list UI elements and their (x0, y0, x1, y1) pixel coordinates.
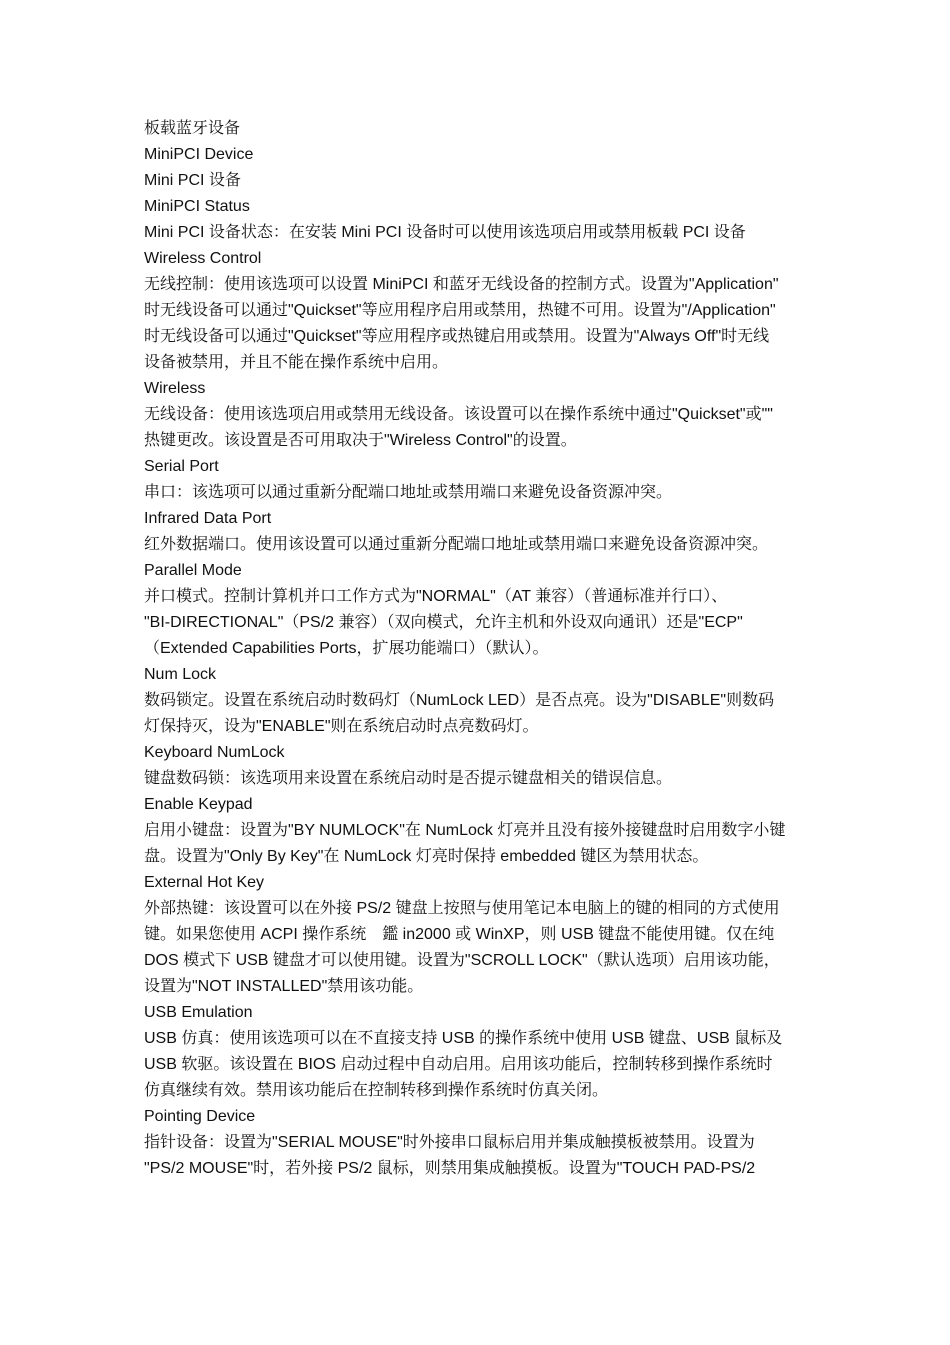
section-heading: Enable Keypad (144, 796, 253, 813)
text-line: "BI-DIRECTIONAL"（PS/2 兼容）（双向模式，允许主机和外设双向通讯）还是"ECP" (144, 614, 743, 631)
text-line: USB 仿真：使用该选项可以在不直接支持 USB 的操作系统中使用 USB 键盘、USB 鼠标及 (144, 1030, 783, 1047)
section-heading: Keyboard NumLock (144, 744, 285, 761)
section-heading: Parallel Mode (144, 562, 242, 579)
text-line: 板载蓝牙设备 (144, 120, 241, 137)
text-line: DOS 模式下 USB 键盘才可以使用键。设置为"SCROLL LOCK"（默认选项）启用该功能， (144, 952, 780, 969)
text-line: 时无线设备可以通过"Quickset"等应用程序启用或禁用，热键不可用。设置为"/Application" (144, 302, 776, 319)
text-line: 数码锁定。设置在系统启动时数码灯（NumLock LED）是否点亮。设为"DISABLE"则数码 (144, 692, 775, 709)
text-line: 设置为"NOT INSTALLED"禁用该功能。 (144, 978, 424, 995)
section-heading: External Hot Key (144, 874, 265, 891)
text-line: Mini PCI 设备状态：在安装 Mini PCI 设备时可以使用该选项启用或禁用板载 PCI 设备 (144, 224, 746, 241)
section-heading: Num Lock (144, 666, 217, 683)
section-heading: USB Emulation (144, 1004, 253, 1021)
text-line: Mini PCI 设备 (144, 172, 241, 189)
text-line: （Extended Capabilities Ports，扩展功能端口）（默认）。 (144, 640, 549, 657)
section-heading: Serial Port (144, 458, 219, 475)
text-line: 键。如果您使用 ACPI 操作系统 鑑 in2000 或 WinXP，则 USB 键盘不能使用键。仅在纯 (144, 926, 775, 943)
document-page (144, 116, 814, 1182)
section-heading: MiniPCI Status (144, 198, 250, 215)
text-line: 红外数据端口。使用该设置可以通过重新分配端口地址或禁用端口来避免设备资源冲突。 (144, 536, 769, 553)
text-line: 指针设备：设置为"SERIAL MOUSE"时外接串口鼠标启用并集成触摸板被禁用。设置为 (144, 1134, 755, 1151)
text-line: "PS/2 MOUSE"时，若外接 PS/2 鼠标，则禁用集成触摸板。设置为"TOUCH PAD-PS/2 (144, 1160, 756, 1177)
text-line: 串口：该选项可以通过重新分配端口地址或禁用端口来避免设备资源冲突。 (144, 484, 673, 501)
text-line: 无线控制：使用该选项可以设置 MiniPCI 和蓝牙无线设备的控制方式。设置为"Application" (144, 276, 779, 293)
text-line: 外部热键：该设置可以在外接 PS/2 键盘上按照与使用笔记本电脑上的键的相同的方式使用 (144, 900, 780, 917)
text-line: 灯保持灭，设为"ENABLE"则在系统启动时点亮数码灯。 (144, 718, 539, 735)
text-line: 时无线设备可以通过"Quickset"等应用程序或热键启用或禁用。设置为"Always Off"时无线 (144, 328, 770, 345)
text-line: 仿真继续有效。禁用该功能后在控制转移到操作系统时仿真关闭。 (144, 1082, 609, 1099)
text-line: USB 软驱。该设置在 BIOS 启动过程中自动启用。启用该功能后，控制转移到操作系统时 (144, 1056, 773, 1073)
text-line: 并口模式。控制计算机并口工作方式为"NORMAL"（AT 兼容）（普通标准并行口）、 (144, 588, 728, 605)
text-line: 热键更改。该设置是否可用取决于"Wireless Control"的设置。 (144, 432, 577, 449)
section-heading: Wireless Control (144, 250, 262, 267)
section-heading: Pointing Device (144, 1108, 256, 1125)
section-heading: MiniPCI Device (144, 146, 254, 163)
text-line: 盘。设置为"Only By Key"在 NumLock 灯亮时保持 embedded 键区为禁用状态。 (144, 848, 709, 865)
text-line: 无线设备：使用该选项启用或禁用无线设备。该设置可以在操作系统中通过"Quickset"或"" (144, 406, 773, 423)
text-line: 设备被禁用，并且不能在操作系统中启用。 (144, 354, 449, 371)
section-heading: Wireless (144, 380, 206, 397)
section-heading: Infrared Data Port (144, 510, 272, 527)
text-line: 启用小键盘：设置为"BY NUMLOCK"在 NumLock 灯亮并且没有接外接键盘时启用数字小键 (144, 822, 786, 839)
text-line: 键盘数码锁：该选项用来设置在系统启动时是否提示键盘相关的错误信息。 (144, 770, 673, 787)
